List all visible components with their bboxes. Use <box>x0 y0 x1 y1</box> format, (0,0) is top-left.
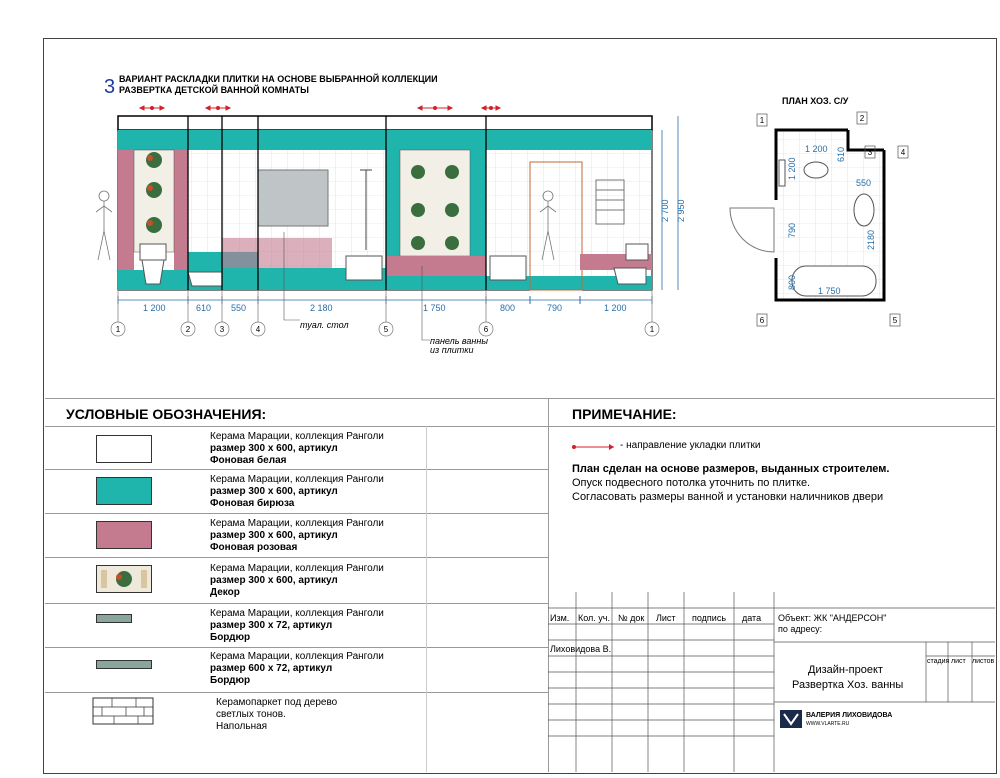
note-line-1: План сделан на основе размеров, выданных строителем. <box>572 463 890 475</box>
note-line-3: Согласовать размеры ванной и установки наличников двери <box>572 491 884 503</box>
vanity <box>222 238 332 268</box>
stamp-col-kol: Кол. уч. <box>578 613 610 623</box>
plan-dim: 790 <box>787 222 797 238</box>
axis-label: 1 <box>649 325 655 334</box>
direction-arrow-icon <box>570 442 616 452</box>
legend-text: Керама Марации, коллекция Ранголи размер 300 х 600, артикул Фоновая белая <box>210 431 384 466</box>
axis-label: 2 <box>185 325 191 334</box>
swatch-turquoise <box>96 477 152 505</box>
legend-text: Керама Марации, коллекция Ранголи размер 300 х 72, артикул Бордюр <box>210 608 384 643</box>
plan-dim: 1 200 <box>787 157 797 180</box>
plan-mark: 2 <box>859 114 865 123</box>
turquoise-frieze <box>118 130 386 150</box>
stamp-site: WWW.VLARTE.RU <box>806 721 850 727</box>
sink-plan <box>854 194 874 226</box>
stamp-project-2: Развертка Хоз. ванны <box>792 679 904 691</box>
legend-text: Керама Марации, коллекция Ранголи размер 300 х 600, артикул Фоновая бирюза <box>210 474 384 509</box>
stamp-col-list: Лист <box>656 613 676 623</box>
stamp-address: по адресу: <box>778 624 823 634</box>
elephant-icon <box>97 566 151 592</box>
door-swing <box>730 208 774 252</box>
plan-mark: 4 <box>900 148 906 157</box>
legend-text: Керама Марации, коллекция Ранголи размер 300 х 600, артикул Фоновая розовая <box>210 518 384 553</box>
swatch-white <box>96 435 152 463</box>
axis-label: 5 <box>383 325 389 334</box>
section-divider <box>45 398 995 399</box>
tile-direction-arrows <box>140 106 500 110</box>
axis-label: 6 <box>483 325 489 334</box>
plan-dim: 1 750 <box>818 286 841 296</box>
dim-label: 1 750 <box>423 303 446 313</box>
plan-title: ПЛАН ХОЗ. С/У <box>782 96 849 106</box>
stamp-brand: ВАЛЕРИЯ ЛИХОВИДОВА <box>806 712 893 719</box>
height-dim-2950: 2 950 <box>676 199 686 222</box>
pink-tile-area <box>118 150 134 270</box>
axis-label: 1 <box>115 325 121 334</box>
bath-panel <box>386 256 486 276</box>
elephant-decor-icons <box>146 152 162 233</box>
legend-text: Керамопаркет под дерево светлых тонов. Напольная <box>216 697 338 732</box>
plan-mark: 3 <box>867 148 873 157</box>
dim-label: 1 200 <box>143 303 166 313</box>
plan-dim: 550 <box>856 178 872 188</box>
axis-label: 3 <box>219 325 225 334</box>
plan-dim: 800 <box>787 274 797 290</box>
plan-dim: 1 200 <box>805 144 828 154</box>
parquet-swatch <box>92 697 154 725</box>
legend-text: Керама Марации, коллекция Ранголи размер 600 х 72, артикул Бордюр <box>210 651 384 686</box>
legend-text: Керама Марации, коллекция Ранголи размер 300 х 600, артикул Декор <box>210 563 384 598</box>
stamp-col-sign: подпись <box>692 613 727 623</box>
notes-heading: ПРИМЕЧАНИЕ: <box>572 406 677 422</box>
title-line-1: ВАРИАНТ РАСКЛАДКИ ПЛИТКИ НА ОСНОВЕ ВЫБРАННОЙ КОЛЛЕКЦИИ <box>119 74 438 84</box>
stamp-object: Объект: ЖК "АНДЕРСОН" <box>778 613 887 623</box>
logo-icon <box>780 710 802 728</box>
swatch-border-600 <box>96 660 152 669</box>
dim-label: 550 <box>231 303 247 313</box>
note-vanity: туал. стол <box>300 320 349 330</box>
axis-label: 4 <box>255 325 261 334</box>
legend-column-line <box>426 426 427 772</box>
stamp-author: Лиховидова В. <box>550 644 612 654</box>
swatch-decor <box>96 565 152 593</box>
plan-mark: 6 <box>759 316 765 325</box>
plan-mark: 5 <box>892 316 898 325</box>
bathtub-left <box>346 256 382 280</box>
toilet-plan <box>804 162 828 178</box>
legend-heading: УСЛОВНЫЕ ОБОЗНАЧЕНИЯ: <box>66 406 267 422</box>
swatch-border-300 <box>96 614 132 623</box>
title-line-2: РАЗВЕРТКА ДЕТСКОЙ ВАННОЙ КОМНАТЫ <box>119 85 309 95</box>
dim-label: 610 <box>196 303 212 313</box>
notes-divider <box>548 426 995 427</box>
decor-tiles-center <box>400 150 470 256</box>
dim-label: 2 180 <box>310 303 333 313</box>
height-dim-2700: 2 700 <box>660 199 670 222</box>
plan-mark: 1 <box>759 116 765 125</box>
dim-label: 1 200 <box>604 303 627 313</box>
plan-dim: 2180 <box>866 229 876 250</box>
bathtub-right <box>490 256 526 280</box>
stamp-sheet: лист <box>951 658 966 665</box>
mirror <box>258 170 328 226</box>
note-line-2: Опуск подвесного потолка уточнить по плитке. <box>572 477 811 489</box>
dim-label: 790 <box>547 303 563 313</box>
stamp-col-izm: Изм. <box>550 613 570 623</box>
legend-row <box>45 692 548 693</box>
title-block <box>548 592 995 772</box>
note-bath-panel-1: панель ванны <box>430 336 488 346</box>
stamp-stage: стадия <box>927 658 950 665</box>
swatch-pink <box>96 521 152 549</box>
plan-dim: 610 <box>836 146 846 162</box>
note-bath-panel-2: из плитки <box>430 345 474 355</box>
stamp-sheets: листов <box>972 658 995 665</box>
stamp-col-date: дата <box>742 613 762 623</box>
stamp-col-doc: № док <box>618 613 645 623</box>
drawing-number: 3 <box>104 76 116 98</box>
arrow-legend-text: - направление укладки плитки <box>620 440 761 451</box>
dim-label: 800 <box>500 303 516 313</box>
stamp-project-1: Дизайн-проект <box>808 664 883 676</box>
